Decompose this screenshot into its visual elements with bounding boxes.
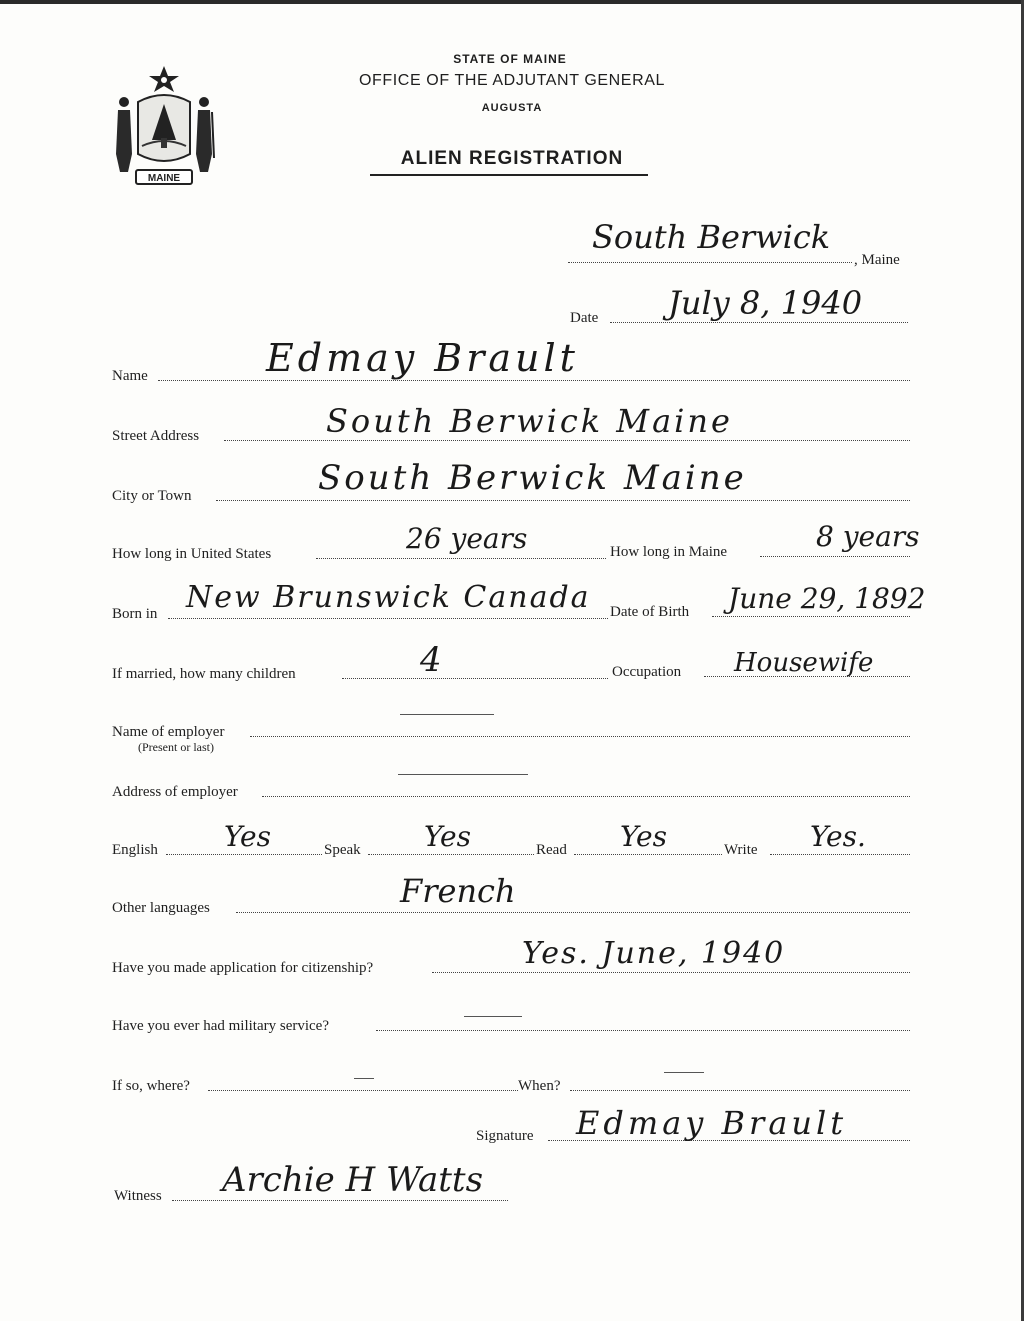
location-town-value: South Berwick [592,218,831,256]
other-languages-value: French [400,872,516,910]
header-city: AUGUSTA [481,102,543,114]
employer-address-blank-dash [398,774,528,775]
other-languages-line [236,912,910,913]
read-value: Yes [620,820,667,853]
name-value: Edmay Brault [266,336,579,380]
children-line [342,678,608,679]
date-of-birth-value: June 29, 1892 [728,582,926,615]
born-in-label: Born in [112,606,158,622]
citizenship-line [432,972,910,973]
header-state: STATE OF MAINE [453,52,567,66]
born-in-value: New Brunswick Canada [186,580,591,615]
where-label: If so, where? [112,1078,190,1094]
english-value: Yes [224,820,271,853]
city-or-town-value: South Berwick Maine [318,458,747,498]
how-long-maine-value: 8 years [816,520,920,553]
how-long-us-label: How long in United States [112,546,272,562]
city-or-town-line [216,500,910,501]
signature-value: Edmay Brault [576,1104,848,1142]
speak-label: Speak [324,842,361,858]
occupation-value: Housewife [734,648,874,678]
witness-line [172,1200,508,1201]
occupation-label: Occupation [612,664,682,680]
write-line [770,854,910,855]
where-line [208,1090,518,1091]
how-long-maine-label: How long in Maine [610,544,728,560]
read-line [574,854,722,855]
employer-name-blank-dash [400,714,494,715]
english-line [166,854,322,855]
military-label: Have you ever had military service? [112,1018,329,1034]
street-address-label: Street Address [112,428,200,444]
citizenship-value: Yes. June, 1940 [522,936,786,971]
date-of-birth-label: Date of Birth [610,604,690,620]
location-state-label: , Maine [854,252,900,268]
date-value: July 8, 1940 [668,284,863,322]
street-address-value: South Berwick Maine [326,402,733,440]
signature-label: Signature [476,1128,534,1144]
name-label: Name [112,368,148,384]
military-line [376,1030,910,1031]
name-line [158,380,910,381]
write-label: Write [724,842,758,858]
children-label: If married, how many children [112,666,296,682]
when-line [570,1090,910,1091]
english-label: English [112,842,158,858]
military-blank-dash [464,1016,522,1017]
how-long-us-value: 26 years [406,522,528,555]
header-office: OFFICE OF THE ADJUTANT GENERAL [358,72,666,89]
other-languages-label: Other languages [112,900,210,916]
employer-name-sublabel: (Present or last) [138,740,214,754]
seal-banner-text: MAINE [147,173,181,184]
location-line [568,262,852,263]
citizenship-label: Have you made application for citizenship? [112,960,374,976]
scan-edge-top [0,0,1024,4]
how-long-maine-line [760,556,910,557]
form-title: ALIEN REGISTRATION [400,148,624,169]
children-value: 4 [420,640,442,680]
how-long-us-line [316,558,606,559]
employer-address-label: Address of employer [112,784,238,800]
witness-label: Witness [114,1188,162,1204]
where-blank-dash [354,1078,374,1079]
speak-line [368,854,534,855]
employer-name-label: Name of employer [112,724,225,740]
title-underline [370,174,648,176]
street-address-line [224,440,910,441]
city-or-town-label: City or Town [112,488,192,504]
write-value: Yes. [810,820,866,853]
employer-address-line [262,796,910,797]
when-blank-dash [664,1072,704,1073]
date-of-birth-line [712,616,910,617]
witness-value: Archie H Watts [222,1160,484,1200]
when-label: When? [518,1078,561,1094]
employer-name-line [250,736,910,737]
date-label: Date [570,310,599,326]
read-label: Read [536,842,567,858]
born-in-line [168,618,608,619]
speak-value: Yes [424,820,471,853]
date-line [610,322,908,323]
